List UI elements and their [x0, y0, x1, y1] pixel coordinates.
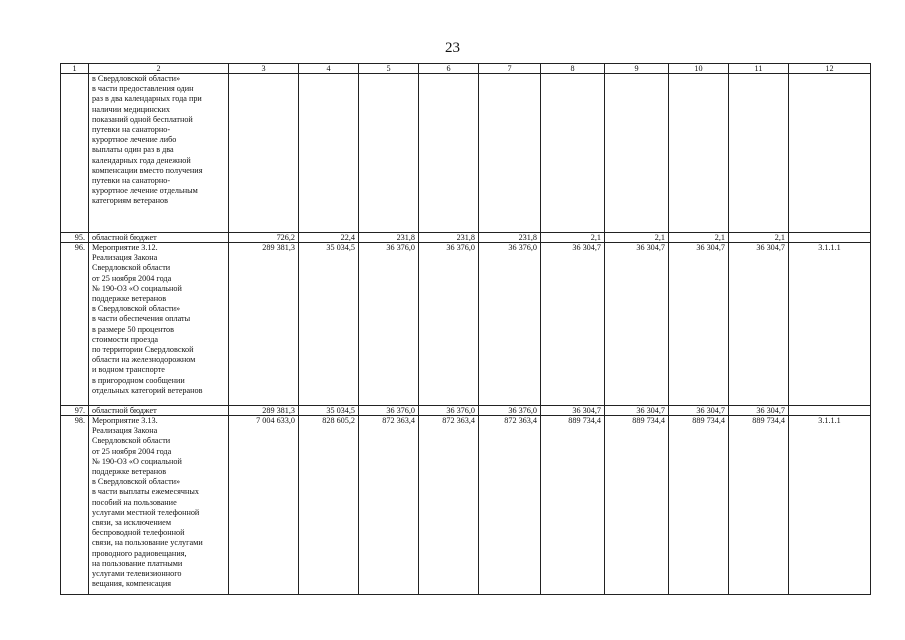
description-line: в части обеспечения оплаты [92, 314, 191, 324]
page-number: 23 [445, 40, 460, 56]
value-cell: 7 004 633,0 [229, 416, 299, 595]
description-line: в Свердловской области» [92, 74, 181, 83]
description-line: раз в два календарных года при [92, 94, 202, 104]
description-line: в пригородном сообщении [92, 375, 185, 385]
value-cell: 36 376,0 [419, 406, 479, 416]
description-line: от 25 ноября 2004 года [92, 446, 172, 456]
value-cell [479, 74, 541, 233]
description-line: Свердловской области [92, 436, 171, 446]
value-cell: 889 734,4 [729, 416, 789, 595]
header-cell: 5 [359, 64, 419, 74]
value-cell [605, 74, 669, 233]
value-cell [229, 74, 299, 233]
value-cell: 22,4 [299, 233, 359, 243]
header-cell: 10 [669, 64, 729, 74]
description-line: № 190-ОЗ «О социальной [92, 283, 182, 293]
row-description [89, 406, 229, 416]
description-line: категориям ветеранов [92, 196, 168, 206]
value-cell [541, 74, 605, 233]
row-description [89, 233, 229, 243]
value-cell [669, 74, 729, 233]
row-number [61, 74, 89, 233]
value-cell [359, 74, 419, 233]
value-cell: 889 734,4 [669, 416, 729, 595]
description-line: услугами телевизионного [92, 569, 182, 579]
description-line: пособий на пользование [92, 497, 177, 507]
table-row [61, 74, 871, 233]
header-cell: 12 [789, 64, 871, 74]
value-cell: 36 376,0 [359, 406, 419, 416]
description-line: Реализация Закона [92, 253, 158, 263]
row-number: 95. [61, 233, 89, 243]
description-line: вещания, компенсация [92, 579, 171, 589]
description-line: проводного радиовещания, [92, 548, 187, 558]
description-line: областной бюджет [92, 406, 157, 415]
header-cell: 11 [729, 64, 789, 74]
value-cell: 889 734,4 [605, 416, 669, 595]
header-cell: 9 [605, 64, 669, 74]
description-line: связи, на пользование услугами [92, 538, 203, 548]
description-line: поддержке ветеранов [92, 467, 167, 477]
description-line: в части выплаты ежемесячных [92, 487, 200, 497]
value-cell: 36 376,0 [419, 243, 479, 406]
value-cell: 35 034,5 [299, 406, 359, 416]
row-description [89, 74, 229, 233]
row-number: 96. [61, 243, 89, 406]
header-cell: 3 [229, 64, 299, 74]
value-cell: 36 304,7 [729, 406, 789, 416]
description-line: путевки на санаторно- [92, 176, 171, 186]
value-cell: 36 304,7 [669, 406, 729, 416]
description-line: наличии медицинских [92, 104, 170, 114]
description-line: выплаты один раз в два [92, 145, 174, 155]
row-description [89, 416, 229, 595]
target-code: 3.1.1.1 [789, 243, 871, 406]
value-cell: 828 605,2 [299, 416, 359, 595]
description-line: поддержке ветеранов [92, 294, 167, 304]
target-code: 3.1.1.1 [789, 416, 871, 595]
description-line: по территории Свердловской [92, 345, 194, 355]
description-line: на пользование платными [92, 558, 183, 568]
value-cell [419, 74, 479, 233]
header-row [61, 64, 871, 74]
value-cell: 231,8 [359, 233, 419, 243]
value-cell: 36 304,7 [541, 406, 605, 416]
target-code [789, 233, 871, 243]
description-line: в Свердловской области» [92, 477, 181, 487]
description-line: в части предоставления один [92, 84, 194, 94]
header-cell: 8 [541, 64, 605, 74]
table-row [61, 243, 871, 406]
description-line: компенсации вместо получения [92, 165, 203, 175]
description-line: показаний одной бесплатной [92, 114, 193, 124]
description-line: курортное лечение отдельным [92, 186, 198, 196]
table-row [61, 406, 871, 416]
description-line: от 25 ноября 2004 года [92, 273, 172, 283]
description-line: стоимости проезда [92, 334, 158, 344]
description-line: области на железнодорожном [92, 355, 196, 365]
description-line: курортное лечение либо [92, 135, 177, 145]
value-cell: 289 381,3 [229, 406, 299, 416]
value-cell: 36 304,7 [729, 243, 789, 406]
value-cell: 2,1 [729, 233, 789, 243]
description-line: беспроводной телефонной [92, 528, 185, 538]
target-code [789, 406, 871, 416]
description-line: Реализация Закона [92, 426, 158, 436]
description-line: календарных года денежной [92, 155, 191, 165]
table-row [61, 233, 871, 243]
value-cell: 289 381,3 [229, 243, 299, 406]
description-line: в Свердловской области» [92, 304, 181, 314]
description-line: отдельных категорий ветеранов [92, 385, 203, 395]
value-cell: 36 376,0 [479, 406, 541, 416]
description-line: № 190-ОЗ «О социальной [92, 456, 182, 466]
value-cell: 231,8 [479, 233, 541, 243]
description-line: связи, за исключением [92, 518, 171, 528]
header-cell: 1 [61, 64, 89, 74]
description-line: путевки на санаторно- [92, 125, 171, 135]
row-number: 97. [61, 406, 89, 416]
row-description [89, 243, 229, 406]
value-cell: 36 304,7 [541, 243, 605, 406]
value-cell: 36 304,7 [605, 243, 669, 406]
header-cell: 4 [299, 64, 359, 74]
value-cell: 889 734,4 [541, 416, 605, 595]
value-cell [299, 74, 359, 233]
value-cell: 2,1 [605, 233, 669, 243]
description-line: услугами местной телефонной [92, 507, 200, 517]
value-cell: 2,1 [541, 233, 605, 243]
description-line: областной бюджет [92, 233, 157, 242]
program-table [60, 63, 871, 595]
value-cell: 872 363,4 [359, 416, 419, 595]
header-cell: 6 [419, 64, 479, 74]
value-cell: 231,8 [419, 233, 479, 243]
value-cell: 36 376,0 [359, 243, 419, 406]
description-line: и водном транспорте [92, 365, 165, 375]
target-code [789, 74, 871, 233]
table-row [61, 416, 871, 595]
description-line: Мероприятие 3.13. [92, 416, 158, 425]
value-cell: 36 376,0 [479, 243, 541, 406]
value-cell: 36 304,7 [669, 243, 729, 406]
row-number: 98. [61, 416, 89, 595]
value-cell: 726,2 [229, 233, 299, 243]
header-cell: 7 [479, 64, 541, 74]
description-line: Мероприятие 3.12. [92, 243, 158, 252]
description-line: в размере 50 процентов [92, 324, 174, 334]
value-cell: 872 363,4 [479, 416, 541, 595]
header-cell: 2 [89, 64, 229, 74]
value-cell: 35 034,5 [299, 243, 359, 406]
value-cell [729, 74, 789, 233]
value-cell: 2,1 [669, 233, 729, 243]
description-line: Свердловской области [92, 263, 171, 273]
value-cell: 872 363,4 [419, 416, 479, 595]
value-cell: 36 304,7 [605, 406, 669, 416]
